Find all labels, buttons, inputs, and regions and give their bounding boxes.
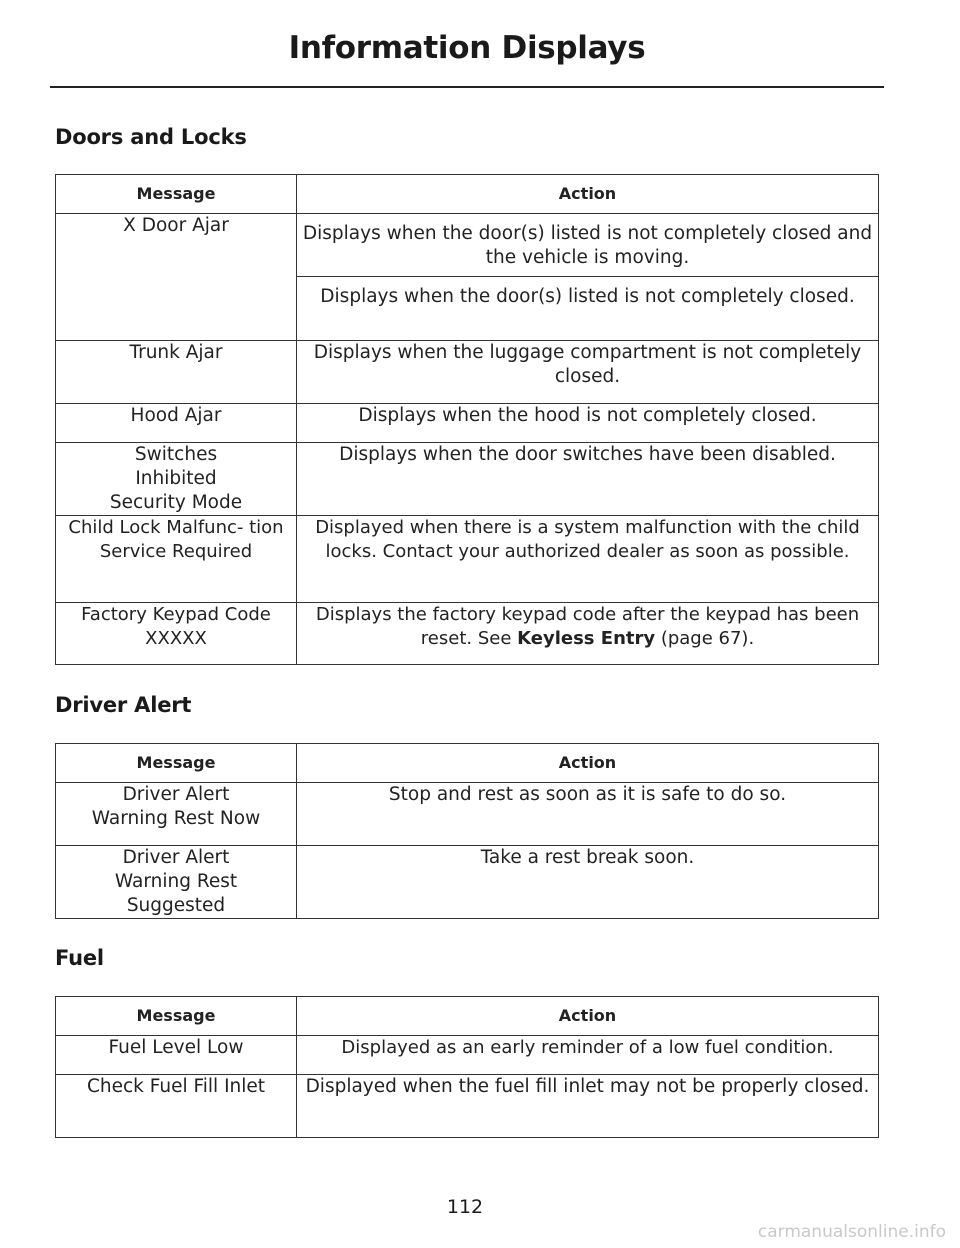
message-cell: Child Lock Malfunc- tion Service Required [56,516,297,603]
table-row [56,516,879,603]
action-cell [297,603,879,665]
keyless-entry-reference[interactable]: Keyless Entry [517,628,656,649]
fuel-table [55,996,879,1138]
message-cell: Driver Alert Warning Rest Now [56,783,297,846]
table-row [56,1075,879,1138]
message-cell: Fuel Level Low [56,1036,297,1075]
section-heading-fuel: Fuel [55,946,104,970]
table-row [56,404,879,443]
column-header-action: Action [297,997,879,1036]
action-cell: Displays when the door switches have been disabled. [297,443,879,516]
message-cell: Check Fuel Fill Inlet [56,1075,297,1138]
header-divider [50,86,884,88]
table-header-row [56,744,879,783]
action-text: Displays the factory keypad code after the keypad has been reset. See [315,604,860,649]
column-header-action: Action [297,175,879,214]
action-cell: Displayed when there is a system malfunction with the child locks. Contact your authorized dealer as soon as possible. [297,516,879,603]
column-header-message: Message [56,744,297,783]
table-row [56,214,879,341]
page-header-title: Information Displays [288,30,646,66]
message-cell: Factory Keypad Code XXXXX [56,603,297,665]
column-header-action: Action [297,744,879,783]
action-cell: Displayed when the fuel fill inlet may not be properly closed. [297,1075,879,1138]
action-cell: Displays when the luggage compartment is not completely closed. [297,341,879,404]
message-cell: Switches Inhibited Security Mode [56,443,297,516]
table-row [56,1036,879,1075]
driver-alert-table [55,743,879,919]
action-cell: Displayed as an early reminder of a low fuel condition. [297,1036,879,1075]
action-cell: Displays when the hood is not completely closed. [297,404,879,443]
column-header-message: Message [56,175,297,214]
table-row [56,341,879,404]
table-header-row [56,175,879,214]
table-row [56,846,879,919]
action-text: Displays when the door(s) listed is not completely closed and the vehicle is moving. [297,214,878,277]
table-row [56,783,879,846]
page-number: 112 [446,1196,484,1218]
table-header-row [56,997,879,1036]
section-heading-driver-alert: Driver Alert [55,693,192,717]
message-cell: Hood Ajar [56,404,297,443]
action-text: Displays when the door(s) listed is not completely closed. [320,286,855,307]
column-header-message: Message [56,997,297,1036]
watermark: carmanualsonline.info [757,1222,946,1242]
table-row [56,443,879,516]
message-cell: Driver Alert Warning Rest Suggested [56,846,297,919]
message-cell: X Door Ajar [56,214,297,341]
action-cell: Take a rest break soon. [297,846,879,919]
page-reference: (page 67). [655,628,755,649]
doors-and-locks-table [55,174,879,665]
action-cell [297,214,879,341]
table-row [56,603,879,665]
section-heading-doors-and-locks: Doors and Locks [55,125,247,149]
action-cell: Stop and rest as soon as it is safe to do so. [297,783,879,846]
message-cell: Trunk Ajar [56,341,297,404]
